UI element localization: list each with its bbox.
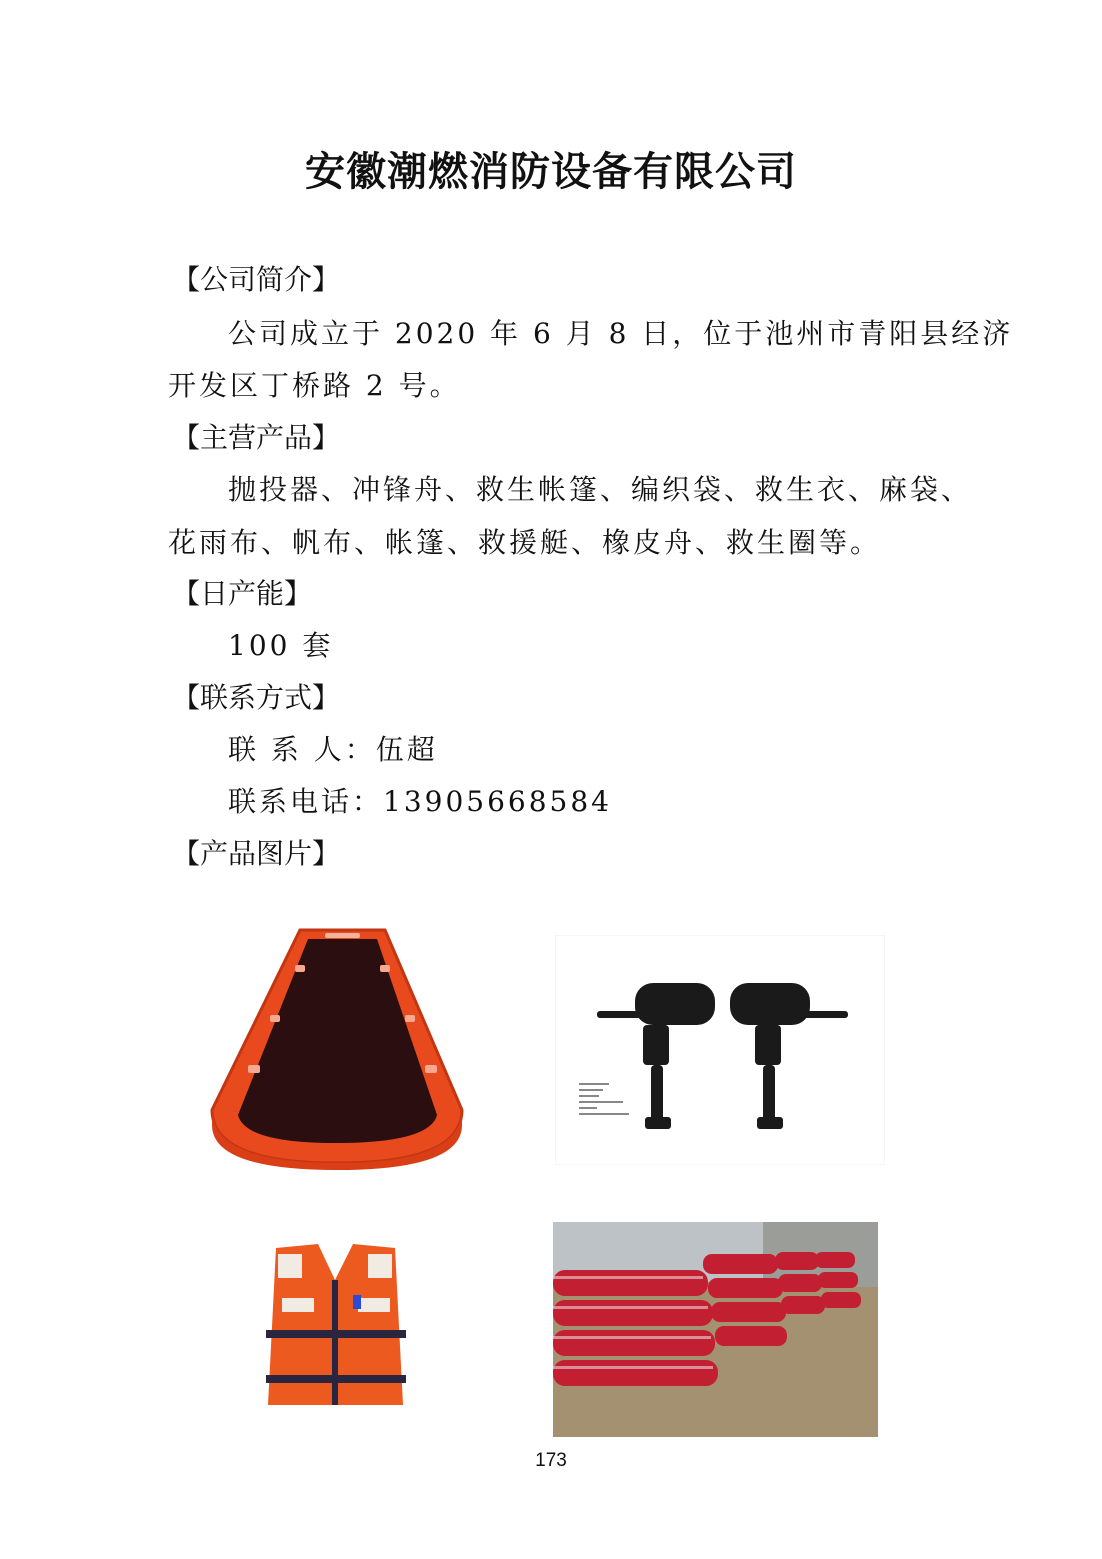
capacity-value: 100 套 bbox=[228, 629, 334, 662]
heading-contact: 【联系方式】 bbox=[172, 681, 341, 714]
products-line-1: 抛投器、冲锋舟、救生帐篷、编织袋、救生衣、麻袋、 bbox=[228, 473, 973, 506]
intro-line-2: 开发区丁桥路 2 号。 bbox=[168, 369, 461, 402]
intro-line-1: 公司成立于 2020 年 6 月 8 日，位于池州市青阳县经济 bbox=[228, 317, 1014, 350]
heading-photos: 【产品图片】 bbox=[172, 837, 341, 870]
contact-person: 联 系 人：伍超 bbox=[228, 733, 438, 766]
products-line-2: 花雨布、帆布、帐篷、救援艇、橡皮舟、救生圈等。 bbox=[168, 526, 882, 559]
rescue-capsule-photo bbox=[200, 925, 475, 1175]
heading-capacity: 【日产能】 bbox=[172, 577, 313, 610]
heading-products: 【主营产品】 bbox=[172, 421, 341, 454]
heading-intro: 【公司简介】 bbox=[172, 263, 341, 296]
contact-phone: 联系电话：13905668584 bbox=[228, 785, 612, 818]
company-title: 安徽潮燃消防设备有限公司 bbox=[305, 148, 797, 195]
page-number: 173 bbox=[535, 1450, 567, 1471]
inflatable-boats-photo bbox=[553, 1222, 878, 1437]
outboard-motor-photo bbox=[555, 935, 885, 1165]
life-vest-photo bbox=[258, 1240, 413, 1415]
